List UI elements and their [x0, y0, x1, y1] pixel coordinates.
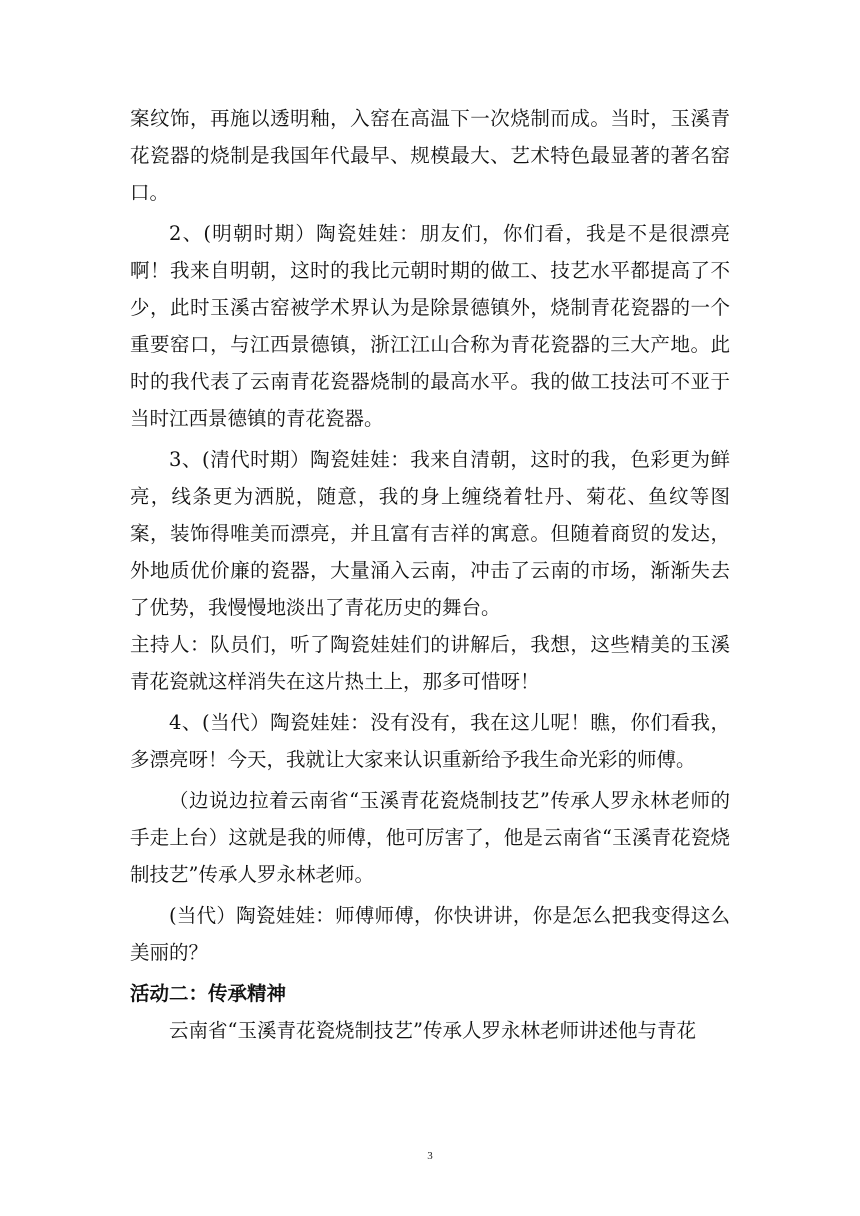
document-body [130, 100, 730, 1049]
paragraph-qing-dynasty: 3、(清代时期）陶瓷娃娃：我来自清朝，这时的我，色彩更为鲜亮，线条更为洒脱，随意，我的身上缠绕着牡丹、菊花、鱼纹等图案，装饰得唯美而漂亮，并且富有吉祥的寓意。但随着商贸的发达，外地质优价廉的瓷器，大量涌入云南，冲击了云南的市场，渐渐失去了优势，我慢慢地淡出了青花历史的舞台。 [130, 448, 730, 619]
paragraph-ming-dynasty: 2、(明朝时期）陶瓷娃娃：朋友们，你们看，我是不是很漂亮啊！我来自明朝，这时的我比元朝时期的做工、技艺水平都提高了不少，此时玉溪古窑被学术界认为是除景德镇外，烧制青花瓷器的一个重要窑口，与江西景德镇，浙江江山合称为青花瓷器的三大产地。此时的我代表了云南青花瓷器烧制的最高水平。我的做工技法可不亚于当时江西景德镇的青花瓷器。 [130, 222, 730, 430]
paragraph-last: 云南省“玉溪青花瓷烧制技艺”传承人罗永林老师讲述他与青花 [169, 1019, 696, 1042]
paragraph-contemporary: 4、(当代）陶瓷娃娃：没有没有，我在这儿呢！瞧，你们看我，多漂亮呀！今天，我就让大家来认识重新给予我生命光彩的师傅。 [130, 711, 730, 771]
page-number: 3 [427, 1150, 433, 1162]
paragraph-host: 主持人：队员们，听了陶瓷娃娃们的讲解后，我想，这些精美的玉溪青花瓷就这样消失在这片热土上，那多可惜呀！ [130, 633, 730, 693]
section-heading: 活动二：传承精神 [130, 982, 287, 1005]
paragraph-stage-direction: （边说边拉着云南省“玉溪青花瓷烧制技艺”传承人罗永林老师的手走上台）这就是我的师傅，他可厉害了，他是云南省“玉溪青花瓷烧制技艺”传承人罗永林老师。 [130, 789, 730, 886]
paragraph-contemporary-question: (当代）陶瓷娃娃：师傅师傅，你快讲讲，你是怎么把我变得这么美丽的？ [130, 904, 730, 964]
paragraph-1: 案纹饰，再施以透明釉，入窑在高温下一次烧制而成。当时，玉溪青花瓷器的烧制是我国年代最早、规模最大、艺术特色最显著的著名窑口。 [130, 107, 730, 204]
